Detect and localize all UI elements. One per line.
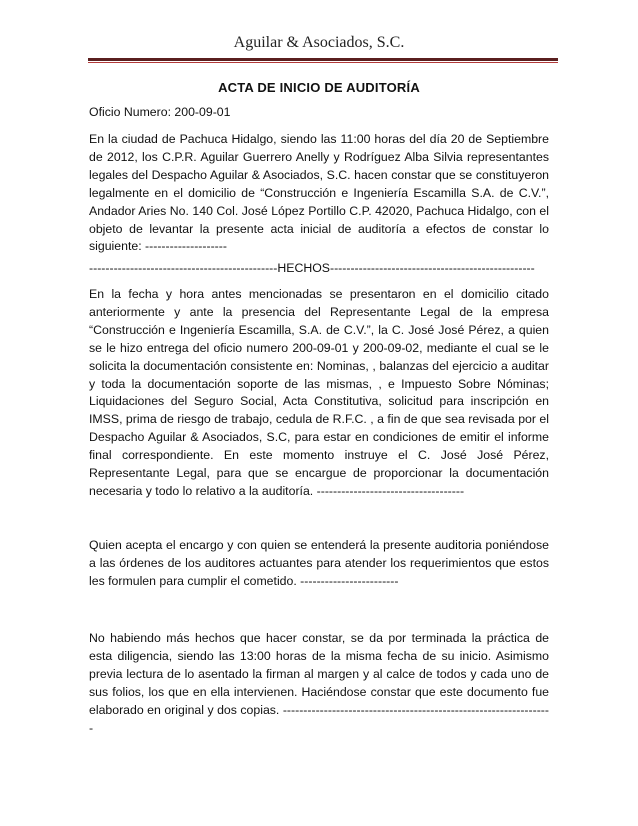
hechos-separator: ----------------------------------------------HECHOS-------------------------------------------------- bbox=[89, 261, 535, 275]
oficio-number: Oficio Numero: 200-09-01 bbox=[89, 105, 231, 119]
header-firm-name: Aguilar & Asociados, S.C. bbox=[233, 34, 405, 51]
document-title: ACTA DE INICIO DE AUDITORÍA bbox=[218, 80, 420, 95]
paragraph-hechos: En la fecha y hora antes mencionadas se presentaron en el domicilio citado anteriormente y ante la presencia del Representante Legal de la empresa “Construcción e Ingeniería Escamilla, S.A. de C.V.”, la C. José José Pérez, a quien se le hizo entrega del oficio numero 200-09-01 y 200-09-02, mediante el cual se le solicita la documentación consistente en: Nominas, , balanzas del ejercicio a auditar y toda la documentación soporte de las mismas, , e Impuesto Sobre Nóminas; Liquidaciones del Seguro Social, Acta Constitutiva, solicitud para inscripción en IMSS, prima de riesgo de trabajo, cedula de R.F.C. , a fin de que sea revisada por el Despacho Aguilar & Asociados, S.C, para estar en condiciones de emitir el informe final correspondiente. En este momento instruye el C. José José Pérez, Representante Legal, para que se encargue de proporcionar la documentación necesaria y todo lo relativo a la auditoría. ------------------------------------ bbox=[89, 287, 549, 498]
paragraph-acceptance: Quien acepta el encargo y con quien se entenderá la presente auditoria poniéndose a las órdenes de los auditores actuantes para atender los requerimientos que estos les formulen para cumplir el cometido. ------------------------ bbox=[89, 538, 549, 588]
paragraph-intro: En la ciudad de Pachuca Hidalgo, siendo las 11:00 horas del día 20 de Septiembre de 2012, los C.P.R. Aguilar Guerrero Anelly y Rodríguez Alba Silvia representantes legales del Despacho Aguilar & Asociados, S.C. hacen constar que se constituyeron legalmente en el domicilio de “Construcción e Ingeniería Escamilla S.A. de C.V.”, Andador Aries No. 140 Col. José López Portillo C.P. 42020, Pachuca Hidalgo, con el objeto de levantar la presente acta inicial de auditoría a efectos de constar lo siguiente: -------------------- bbox=[89, 132, 549, 254]
paragraph-closing: No habiendo más hechos que hacer constar, se da por terminada la práctica de esta diligencia, siendo las 13:00 horas de la misma fecha de su inicio. Asimismo previa lectura de lo asentado la firman al margen y al calce de todos y cada uno de sus folios, los que en ella intervienen. Haciéndose constar que este documento fue elaborado en original y dos copias. ------------------------------------------------------------------ bbox=[89, 631, 549, 735]
header-rule-dark bbox=[88, 58, 558, 61]
header-rule-red bbox=[88, 62, 558, 63]
